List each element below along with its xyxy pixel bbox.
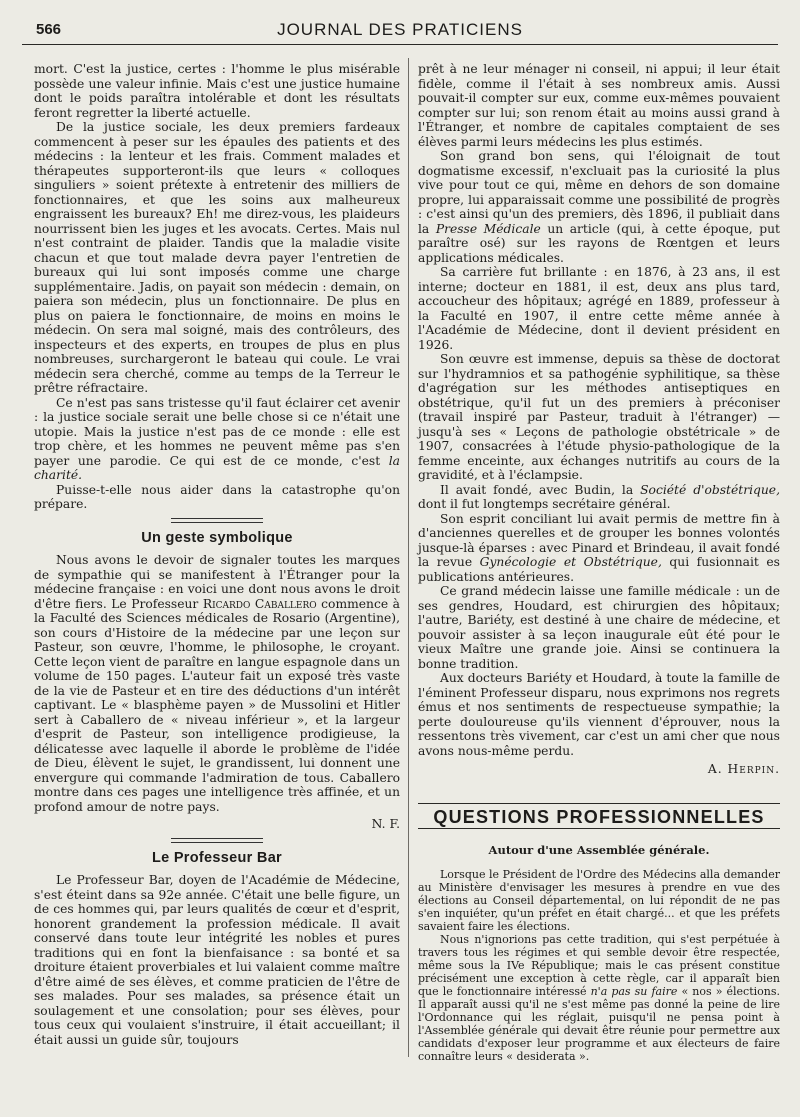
section-rule xyxy=(171,838,263,843)
paragraph: Ce grand médecin laisse une famille médicale : un de ses gendres, Houdard, est chirurgien des hôpitaux; l'autre, Bariéty, est destiné à une chaire de médecine, et pouvoir assister à sa leçon inaugurale eût été pour le vieux Maître une grande joie. Ainsi se continuera la bonne tradition. xyxy=(418,584,780,671)
paragraph: Aux docteurs Bariéty et Houdard, à toute la famille de l'éminent Professeur disparu, nous exprimons nos regrets émus et nos sentiments de respectueuse sympathie; la perte douloureuse qu'ils viennent d'éprouver, nous la ressentons très vivement, car c'est un ami cher que nous avons nous-même perdu. xyxy=(418,671,780,758)
right-column xyxy=(418,62,780,1063)
signature-nf: N. F. xyxy=(371,817,400,831)
paragraph: mort. C'est la justice, certes : l'homme le plus misérable possède une valeur infinie. Mais c'est une justice humaine dont le poids paraîtra intolérable et dont les résultats feront regretter la liberté actuelle. xyxy=(34,62,400,120)
signature-herpin: A. Herpin. xyxy=(707,762,780,776)
paragraph: De la justice sociale, les deux premiers fardeaux commencent à peser sur les épaules des patients et des médecins : la lenteur et les frais. Comment malades et thérapeutes supporteront-ils que leurs « colloques singuliers » soient prétexte à entretenir des milliers de fonctionnaires, et que les soins aux malheureux engraissent les bureaux? Eh! me direz-vous, les plaideurs nourrissent bien les juges et les avocats. Certes. Mais nul n'est contraint de plaider. Tandis que la maladie visite chacun et que tout malade devra payer l'entretien de bureaux qui lui sont imposés comme une charge supplémentaire. Jadis, on payait son médecin : demain, on paiera son médecin, plus un fonctionnaire. De plus en plus on paiera le fonctionnaire, de moins en moins le médecin. On sera mal soigné, mais des contrôleurs, des inspecteurs et des experts, en troupes de plus en plus nombreuses, surchargeront le bateau qui coule. Le vrai médecin sera cherché, comme au temps de la Terreur le prêtre réfractaire. xyxy=(34,120,400,395)
section-title-questions: QUESTIONS PROFESSIONNELLES xyxy=(433,806,765,827)
paragraph: Ce n'est pas sans tristesse qu'il faut éclairer cet avenir : la justice sociale serait une belle chose si ce n'était une utopie. Mais la justice n'est pas de ce monde : elle est trop chère, et les hommes ne peuvent même pas s'en payer une parodie. Ce qui est de ce monde, c'est la charité. xyxy=(34,395,400,482)
left-column xyxy=(34,62,400,1047)
page-header xyxy=(22,10,778,45)
paragraph: Sa carrière fut brillante : en 1876, à 23 ans, il est interne; docteur en 1881, il est, deux ans plus tard, accoucheur des hôpitaux; agrégé en 1889, professeur à la Faculté en 1907, il entre cette même année à l'Académie de Médecine, dont il devient président en 1926. xyxy=(418,265,780,352)
section-title-bar: Le Professeur Bar xyxy=(151,849,282,866)
paragraph: Son esprit conciliant lui avait permis de mettre fin à d'anciennes querelles et de grouper les bonnes volontés jusque-là éparses : avec Pinard et Brindeau, il avait fondé la revue Gynécologie et Obstétrique, qui fusionnait es publications antérieures. xyxy=(418,511,780,584)
paragraph: Son grand bon sens, qui l'éloignait de tout dogmatisme excessif, n'excluait pas la curiosité la plus vive pour tout ce qui, même en dehors de son domaine propre, lui apparaissait comme une possibilité de progrès : c'est ainsi qu'un des premiers, dès 1896, il publiait dans la Presse Médicale un article (qui, à cette époque, put paraître osé) sur les rayons de Rœntgen et leurs applications médicales. xyxy=(418,149,780,265)
paragraph: Puisse-t-elle nous aider dans la catastrophe qu'on prépare. xyxy=(34,482,400,511)
paragraph: Nous avons le devoir de signaler toutes les marques de sympathie qui se manifestent à l'Étranger pour la médecine française : en voici une dont nous avons le droit d'être fiers. Le Professeur Ricardo Caballero commence à la Faculté des Sciences médicales de Rosario (Argentine), son cours d'Histoire de la médecine par une leçon sur Pasteur, son œuvre, l'homme, le philosophe, le croyant. Cette leçon vient de paraître en langue espagnole dans un volume de 150 pages. L'auteur fait un exposé très vaste de la vie de Pasteur et en tire des déductions d'un intérêt captivant. Le « blasphème payen » de Mussolini et Hitler sert à Caballero de « niveau inférieur », et la largeur d'esprit de Pasteur, son intelligence prodigieuse, la délicatesse avec laquelle il aborde le problème de l'idée de Dieu, élèvent le sujet, le grandissent, lui donnent une envergure qui commande l'admiration de tous. Caballero montre dans ces pages une intelligence très affinée, et un profond amour de notre pays. xyxy=(34,553,400,814)
section-title-geste: Un geste symbolique xyxy=(141,529,293,546)
journal-title: JOURNAL DES PRATICIENS xyxy=(277,20,523,39)
paragraph: Lorsque le Président de l'Ordre des Médecins alla demander au Ministère d'envisager les mesures à prendre en vue des élections au Conseil départemental, on lui répondit de ne pas s'en inquiéter, qu'un préfet en était chargé... et que les préfets savaient faire les élections. xyxy=(418,867,780,933)
subheading: Autour d'une Assemblée générale. xyxy=(488,843,710,857)
paragraph: prêt à ne leur ménager ni conseil, ni appui; il leur était fidèle, comme il l'était à ses nombreux amis. Aussi pouvait-il compter sur eux, comme eux-mêmes pouvaient compter sur lui; son renom était au moins aussi grand à l'Étranger, et nombre de capitales comptaient de ses élèves parmi leurs médecins les plus estimés. xyxy=(418,62,780,149)
section-rule xyxy=(171,518,263,523)
column-divider xyxy=(408,58,409,1057)
paragraph: Il avait fondé, avec Budin, la Société d'obstétrique, dont il fut longtemps secrétaire général. xyxy=(418,482,780,511)
paragraph: Le Professeur Bar, doyen de l'Académie de Médecine, s'est éteint dans sa 92e année. C'était une belle figure, un de ces hommes qui, par leurs qualités de cœur et d'esprit, honorent grandement la profession médicale. Il avait conservé dans toute leur intégrité les nobles et pures traditions qui en font la bienfaisance : sa bonté et sa droiture étaient proverbiales et lui valaient comme maître d'être aimé de ses élèves, et comme praticien de l'être de ses malades. Pour ses malades, sa présence était un soulagement et une consolation; pour ses élèves, pour tous ceux qui voulaient s'instruire, il était accueillant; il était aussi un guide sûr, toujours xyxy=(34,873,400,1047)
section-banner xyxy=(418,803,780,830)
paragraph: Nous n'ignorions pas cette tradition, qui s'est perpétuée à travers tous les régimes et qui semble devoir être respectée, même sous la IVe République; mais le cas présent constitue précisément une exception à cette règle, car il apparaît bien que le fonctionnaire intéressé n'a pas su faire « nos » élections. Il apparaît aussi qu'il ne s'est même pas donné la peine de lire l'Ordonnance qui les réglait, puisqu'il ne pensa point à l'Assemblée générale qui devait être réunie pour permettre aux candidats d'exposer leur programme et aux électeurs de faire connaître leurs « desiderata ». xyxy=(418,932,780,1063)
page-number: 566 xyxy=(36,21,62,38)
paragraph: Son œuvre est immense, depuis sa thèse de doctorat sur l'hydramnios et sa pathogénie syphilitique, sa thèse d'agrégation sur les méthodes antiseptiques en obstétrique, qu'il fut un des premiers à préconiser (travail inspiré par Pasteur, traduit à l'étranger) — jusqu'à ses « Leçons de pathologie obstétricale » de 1907, consacrées à l'étude physio-pathologique de la femme enceinte, aux échanges nutritifs au cours de la gravidité, et à l'éclampsie. xyxy=(418,352,780,482)
